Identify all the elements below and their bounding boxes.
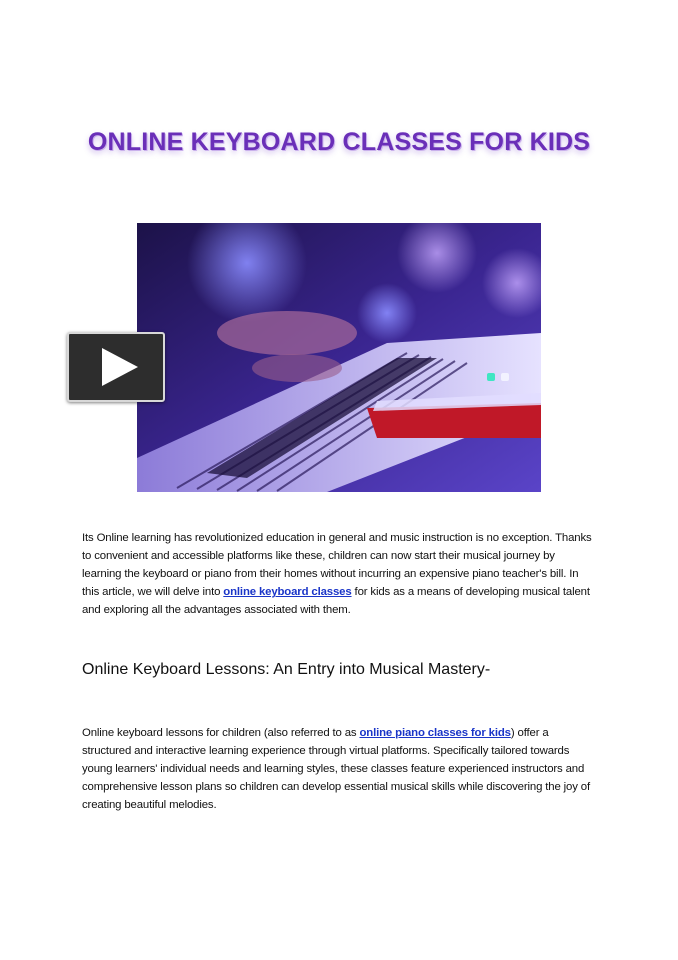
online-piano-classes-link[interactable]: online piano classes for kids bbox=[359, 727, 511, 739]
video-play-button[interactable] bbox=[67, 332, 165, 402]
lessons-text-start: Online keyboard lessons for children (also referred to as bbox=[82, 727, 360, 739]
intro-paragraph bbox=[82, 529, 592, 619]
lessons-paragraph bbox=[82, 724, 592, 814]
play-icon bbox=[102, 348, 138, 386]
section-heading: Online Keyboard Lessons: An Entry into Musical Mastery- bbox=[82, 661, 491, 678]
document-title: ONLINE KEYBOARD CLASSES FOR KIDS bbox=[87, 128, 591, 156]
online-keyboard-classes-link[interactable]: online keyboard classes bbox=[223, 586, 352, 598]
intro-text-end: for kids as a means of developing musical talent and exploring all the advantages associated with them. bbox=[82, 586, 590, 616]
lessons-text-end: ) offer a structured and interactive learning experience through virtual platforms. Specifically tailored towards young learners' individual needs and learning styles, these classes feature experienced instructors and comprehensive lesson plans so children can develop essential musical skills while discovering the joy of creating beautiful melodies. bbox=[82, 727, 591, 811]
intro-text-start: Its Online learning has revolutionized education in general and music instruction is no exception. Thanks to convenient and accessible platforms like these, children can now start their musical journey by learning the keyboard or piano from their homes without incurring an expensive piano teacher's bill. In this article, we will delve into bbox=[82, 532, 592, 598]
keyboard-photo bbox=[137, 223, 541, 492]
